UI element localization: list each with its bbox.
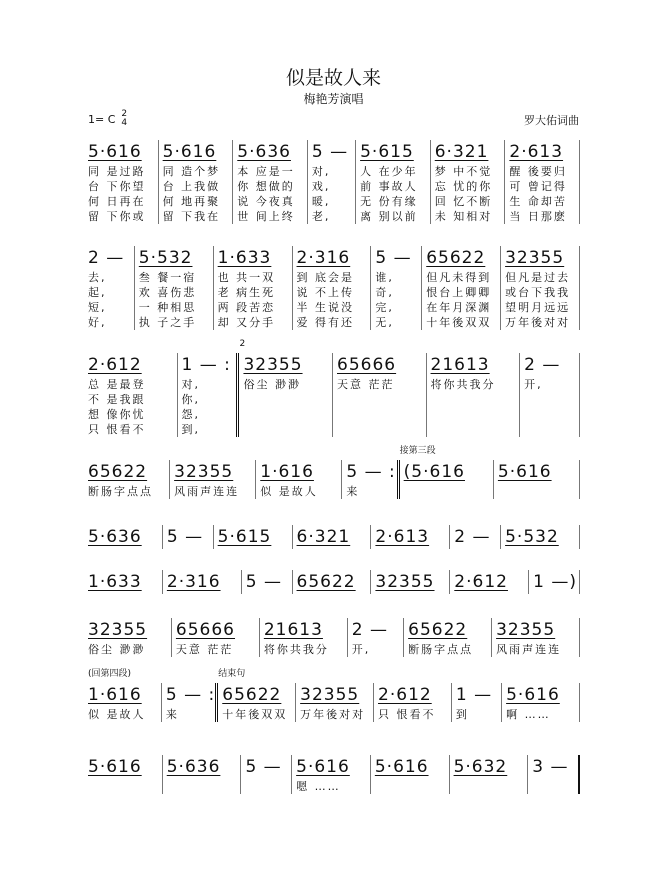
lyric-line: 台 下你望	[88, 180, 146, 193]
notes: 32355	[375, 572, 435, 592]
lyric-line: 欢 喜伤悲	[138, 286, 197, 299]
notes: 5·636	[166, 757, 221, 777]
lyric-line: 对,	[311, 165, 331, 178]
staff-row	[88, 755, 580, 794]
staff-row	[88, 246, 580, 330]
lyric-line: 来	[346, 485, 360, 498]
lyric-line: 万年後对对	[300, 708, 366, 721]
measure	[374, 683, 452, 722]
notes: 5·532	[505, 527, 559, 547]
lyric-line: 万年後对对	[505, 316, 571, 329]
measure	[214, 246, 293, 330]
notes: 3 —	[532, 757, 569, 777]
notes: 5·616	[88, 142, 142, 162]
lyric-line: 何 日再在	[88, 195, 146, 208]
key-label: 1= C	[88, 112, 116, 126]
composer-credit: 罗大佑词曲	[524, 114, 579, 127]
measure	[233, 140, 308, 224]
lyric-line: 恨台上卿卿	[426, 286, 492, 299]
measure	[450, 525, 501, 549]
lyric-line: 俗尘 渺渺	[88, 643, 146, 656]
measure	[501, 525, 580, 549]
annotation: 接第三段	[399, 446, 436, 456]
lyric-line: 老 病生死	[217, 286, 276, 299]
notes: 5·636	[88, 527, 142, 547]
lyric-line: 两 段苦恋	[217, 301, 276, 314]
notes: 5·616	[296, 757, 350, 777]
notes: 65666	[175, 620, 236, 640]
lyric-line: 总 是最登	[88, 378, 146, 391]
notes: 6·321	[434, 142, 489, 162]
lyric-line: 到	[455, 708, 469, 721]
staff-row	[88, 525, 580, 549]
annotation: 结束句	[218, 669, 246, 679]
measure	[178, 353, 240, 437]
lyric-line: 一 种相思	[138, 301, 197, 314]
lyric-line: 你 想做的	[237, 180, 295, 193]
notes: 1·616	[260, 462, 314, 482]
notes: 2 —	[88, 248, 125, 268]
lyric-line: 或台下我我	[505, 286, 571, 299]
notes: 32355	[243, 355, 303, 375]
lyric-line: 到 底会是	[296, 271, 355, 284]
notes: 2 —	[524, 355, 561, 375]
measure	[163, 525, 214, 549]
notes: 5 —	[166, 527, 204, 547]
time-bottom: 4	[121, 118, 128, 128]
lyric-line: 半 生说没	[296, 301, 355, 314]
lyric-line: 当 日那麽	[509, 210, 567, 223]
lyric-line: 只 恨看不	[88, 423, 146, 436]
lyric-line: 无,	[375, 316, 394, 329]
notes: 5·616	[374, 757, 429, 777]
lyric-line: 想 像你忧	[88, 408, 146, 421]
measure	[292, 755, 371, 794]
measure	[450, 755, 529, 794]
annotation: 2	[239, 339, 246, 349]
measure	[88, 618, 172, 657]
measure	[422, 246, 501, 330]
lyric-line: 醒 後要归	[509, 165, 567, 178]
notes: 21613	[263, 620, 323, 640]
measure	[260, 618, 348, 657]
lyric-line: 俗尘 渺渺	[243, 378, 301, 391]
measure	[88, 525, 163, 549]
lyric-line: 可 曾记得	[509, 180, 567, 193]
notes: 1·633	[217, 248, 272, 268]
lyric-line: 说 今夜真	[237, 195, 295, 208]
lyric-line: 完,	[375, 301, 394, 314]
lyric-line: 忘 忧的你	[434, 180, 493, 193]
notes: 5 —	[245, 757, 282, 777]
staff-row	[88, 339, 580, 437]
lyric-line: 怨,	[181, 408, 201, 421]
annotation: (回第四段)	[88, 669, 132, 679]
lyric-line: 离 别以前	[360, 210, 418, 223]
lyric-line: 嗯 ……	[296, 780, 341, 793]
lyric-line: 回 忆不断	[434, 195, 493, 208]
notes: 5·616	[162, 142, 217, 162]
measure	[356, 140, 431, 224]
measure	[293, 525, 372, 549]
notes: 5·632	[453, 757, 508, 777]
notes: 5·616	[88, 757, 142, 777]
lyric-line: 谁,	[375, 271, 394, 284]
performer: 梅艳芳演唱	[303, 92, 364, 106]
lyric-line: 世 间上终	[237, 210, 295, 223]
lyric-line: 却 又分手	[217, 316, 276, 329]
measure	[529, 570, 580, 594]
staff-row	[88, 140, 580, 224]
lyric-line: 本 应是一	[237, 165, 295, 178]
measure	[163, 755, 242, 794]
measure	[88, 570, 163, 594]
measure	[162, 683, 218, 722]
notes: (5·616	[403, 462, 465, 482]
measure	[371, 755, 450, 794]
measure	[342, 460, 399, 499]
notes: 5·615	[217, 527, 272, 547]
lyric-line: 何 地再聚	[162, 195, 221, 208]
lyric-line: 你,	[181, 393, 201, 406]
lyric-line: 叁 餐一宿	[138, 271, 197, 284]
notes: 5 —	[375, 248, 412, 268]
lyric-line: 在年月深渊	[426, 301, 492, 314]
measure	[218, 669, 296, 722]
notes: 5·636	[237, 142, 291, 162]
measure	[214, 525, 293, 549]
notes: 5 —	[245, 572, 282, 592]
lyric-line: 到,	[181, 423, 201, 436]
notes: 32355	[174, 462, 234, 482]
time-signature	[121, 110, 127, 128]
lyric-line: 但凡未得到	[426, 271, 492, 284]
notes: 65622	[426, 248, 486, 268]
measure	[293, 570, 372, 594]
notes: 1·616	[88, 685, 142, 705]
notes: 32355	[505, 248, 565, 268]
notes: 1 —)	[533, 572, 578, 592]
lyric-line: 只 恨看不	[378, 708, 436, 721]
lyric-line: 来	[165, 708, 179, 721]
notes: 5·615	[360, 142, 414, 162]
lyric-line: 同 造个梦	[162, 165, 221, 178]
measure	[88, 246, 135, 330]
lyric-line: 无 份有缘	[360, 195, 418, 208]
measure	[88, 140, 159, 224]
notes: 2 —	[454, 527, 491, 547]
notes: 1·633	[88, 572, 142, 592]
lyric-line: 也 共一双	[217, 271, 276, 284]
notes: 2·316	[296, 248, 351, 268]
lyric-line: 暖,	[311, 195, 331, 208]
measure	[371, 525, 450, 549]
measure	[502, 683, 580, 722]
notes: 1 —	[455, 685, 493, 705]
notes: 32355	[300, 685, 360, 705]
lyric-line: 前 事故人	[360, 180, 418, 193]
lyric-line: 风雨声连连	[496, 643, 562, 656]
lyric-line: 说 不上传	[296, 286, 355, 299]
lyric-line: 啊 ……	[506, 708, 551, 721]
notes: 5·616	[506, 685, 560, 705]
measure	[170, 460, 256, 499]
measure	[501, 246, 580, 330]
measure	[163, 570, 242, 594]
measure	[88, 669, 162, 722]
time-top: 2	[121, 109, 128, 119]
measure	[333, 353, 427, 437]
lyric-line: 将你共我分	[263, 643, 329, 656]
lyric-line: 同 是过路	[88, 165, 146, 178]
notes: 2·612	[378, 685, 432, 705]
lyric-line: 起,	[88, 286, 107, 299]
measure	[135, 246, 214, 330]
song-title: 似是故人来	[285, 67, 381, 89]
notes: 5·532	[138, 248, 193, 268]
staff-row	[88, 570, 580, 594]
measure	[371, 246, 422, 330]
lyric-line: 未 知相对	[434, 210, 493, 223]
lyric-line: 风雨声连连	[174, 485, 240, 498]
measure	[371, 570, 450, 594]
notes: 2·612	[88, 355, 142, 375]
measure	[88, 755, 163, 794]
lyric-line: 断肠字点点	[88, 485, 153, 498]
measure	[88, 460, 170, 499]
lyric-line: 断肠字点点	[408, 643, 474, 656]
measure	[242, 570, 293, 594]
notes: 1 — :	[181, 355, 231, 375]
lyric-line: 戏,	[311, 180, 331, 193]
lyric-line: 爱 得有还	[296, 316, 355, 329]
notes: 65666	[337, 355, 397, 375]
staff-row	[88, 669, 580, 722]
lyric-line: 去,	[88, 271, 107, 284]
lyric-line: 似 是故人	[260, 485, 318, 498]
measure	[293, 246, 372, 330]
measure	[399, 446, 494, 499]
notes: 5 — :	[165, 685, 216, 705]
notes: 5·616	[497, 462, 552, 482]
notes: 2·316	[166, 572, 221, 592]
notes: 5 — :	[346, 462, 396, 482]
lyric-line: 似 是故人	[88, 708, 146, 721]
notes: 32355	[88, 620, 148, 640]
lyric-line: 好,	[88, 316, 107, 329]
notes: 6·321	[296, 527, 351, 547]
measure	[256, 460, 342, 499]
measure	[452, 683, 502, 722]
measure	[520, 353, 580, 437]
lyric-line: 十年後双双	[222, 708, 288, 721]
measure	[348, 618, 404, 657]
lyric-line: 生 命却苦	[509, 195, 567, 208]
lyric-line: 留 下我在	[162, 210, 221, 223]
lyric-line: 短,	[88, 301, 107, 314]
lyric-line: 开,	[351, 643, 371, 656]
notes: 65622	[222, 685, 282, 705]
lyric-line: 留 下你或	[88, 210, 146, 223]
measure	[172, 618, 260, 657]
notes: 32355	[496, 620, 556, 640]
notes: 2·613	[509, 142, 564, 162]
measure	[159, 140, 234, 224]
lyric-line: 但凡是过去	[505, 271, 571, 284]
lyric-line: 对,	[181, 378, 201, 391]
lyric-line: 不 是我跟	[88, 393, 146, 406]
measure	[296, 683, 374, 722]
measure	[492, 618, 580, 657]
measure	[427, 353, 521, 437]
lyric-line: 将你共我分	[430, 378, 496, 391]
staff-row	[88, 446, 580, 499]
measure	[308, 140, 356, 224]
measure	[239, 339, 333, 437]
lyric-line: 台 上我做	[162, 180, 221, 193]
lyric-line: 奇,	[375, 286, 394, 299]
lyric-line: 梦 中不觉	[434, 165, 493, 178]
staff-row	[88, 618, 580, 657]
key-signature	[88, 110, 127, 128]
notes: 65622	[408, 620, 468, 640]
notes: 5 —	[311, 142, 349, 162]
lyric-line: 天意 茫茫	[337, 378, 395, 391]
lyric-line: 天意 茫茫	[175, 643, 234, 656]
notes: 2·613	[375, 527, 430, 547]
lyric-line: 人 在少年	[360, 165, 418, 178]
lyric-line: 十年後双双	[426, 316, 492, 329]
lyric-line: 望明月远远	[505, 301, 571, 314]
measure	[528, 755, 580, 794]
measure	[241, 755, 292, 794]
measure	[450, 570, 529, 594]
measure	[494, 460, 580, 499]
lyric-line: 执 子之手	[138, 316, 197, 329]
measure	[431, 140, 506, 224]
notes: 65622	[88, 462, 148, 482]
lyric-line: 老,	[311, 210, 331, 223]
notes: 2 —	[351, 620, 388, 640]
notes: 21613	[430, 355, 490, 375]
measure	[404, 618, 492, 657]
measure	[88, 353, 178, 437]
notes: 2·612	[454, 572, 508, 592]
measure	[505, 140, 580, 224]
lyric-line: 开,	[524, 378, 543, 391]
notes: 65622	[296, 572, 356, 592]
